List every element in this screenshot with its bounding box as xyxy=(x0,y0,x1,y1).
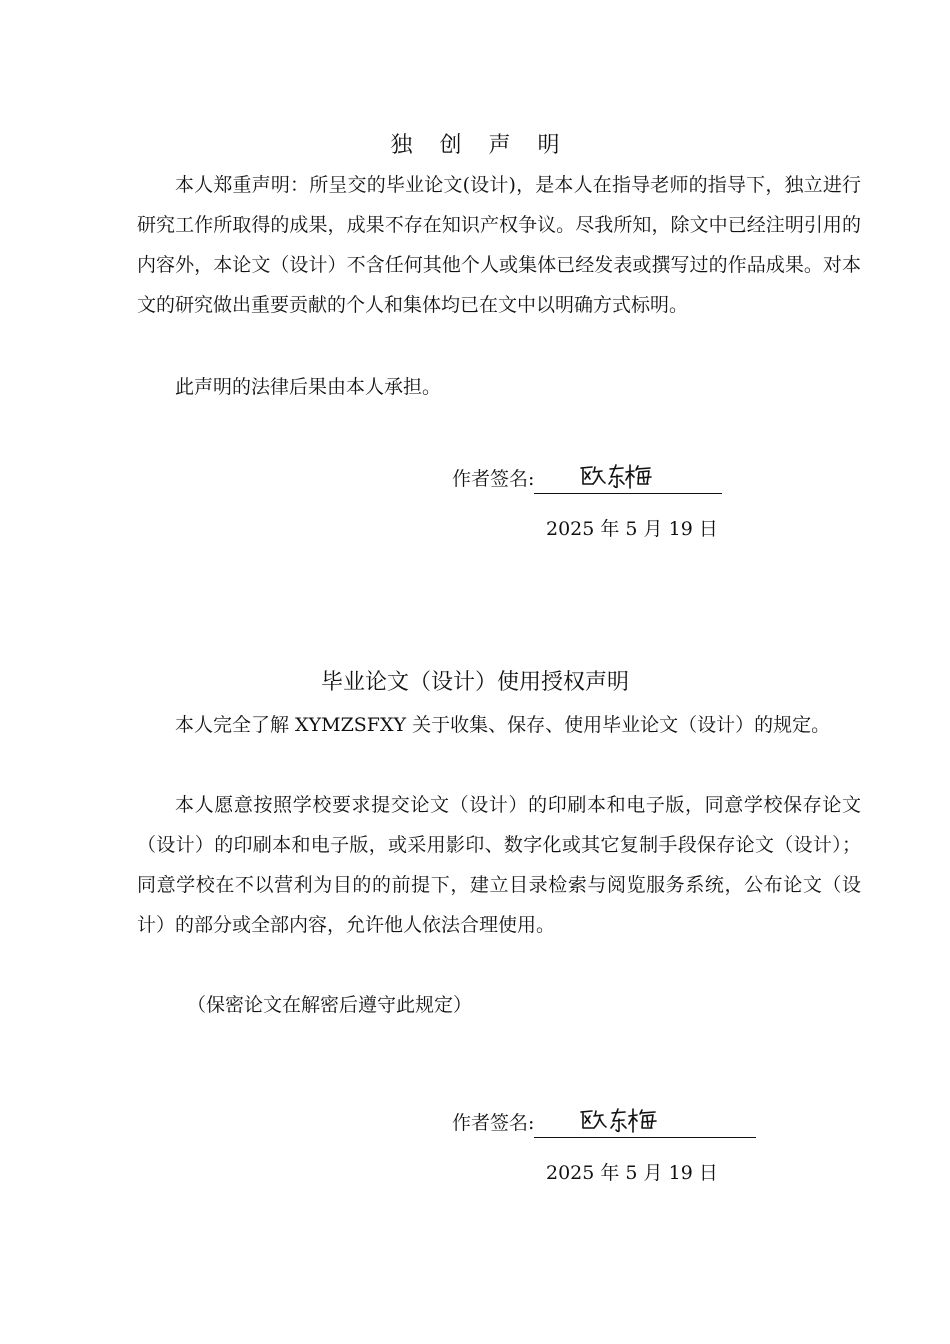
authorization-signature-label: 作者签名: xyxy=(452,1112,535,1134)
authorization-paragraph-3: （保密论文在解密后遵守此规定） xyxy=(187,994,473,1016)
declaration-signature-row xyxy=(452,464,722,494)
authorization-paragraph-2: 本人愿意按照学校要求提交论文（设计）的印刷本和电子版，同意学校保存论文（设计）的印刷本和电子版，或采用影印、数字化或其它复制手段保存论文（设计）；同意学校在不以营利为目的的前提下，建立目录检索与阅览服务系统，公布论文（设计）的部分或全部内容，允许他人依法合理使用。 xyxy=(137,794,861,936)
declaration-title: 独 创 声 明 xyxy=(390,133,570,158)
declaration-signature-line xyxy=(534,467,722,494)
handwritten-signature-icon xyxy=(578,460,658,492)
declaration-signature-label: 作者签名: xyxy=(452,468,535,490)
authorization-signature-line xyxy=(534,1111,756,1138)
authorization-date: 2025 年 5 月 19 日 xyxy=(546,1162,718,1184)
declaration-paragraph-1: 本人郑重声明：所呈交的毕业论文(设计)，是本人在指导老师的指导下，独立进行研究工作所取得的成果，成果不存在知识产权争议。尽我所知，除文中已经注明引用的内容外，本论文（设计）不含任何其他个人或集体已经发表或撰写过的作品成果。对本文的研究做出重要贡献的个人和集体均已在文中以明确方式标明。 xyxy=(137,174,861,316)
authorization-title: 毕业论文（设计）使用授权声明 xyxy=(320,670,629,695)
declaration-date: 2025 年 5 月 19 日 xyxy=(546,518,718,540)
authorization-signature-row xyxy=(452,1108,756,1138)
authorization-paragraph-1: 本人完全了解 XYMZSFXY 关于收集、保存、使用毕业论文（设计）的规定。 xyxy=(175,714,831,736)
declaration-paragraph-2: 此声明的法律后果由本人承担。 xyxy=(175,376,442,398)
handwritten-signature-icon xyxy=(578,1104,668,1136)
